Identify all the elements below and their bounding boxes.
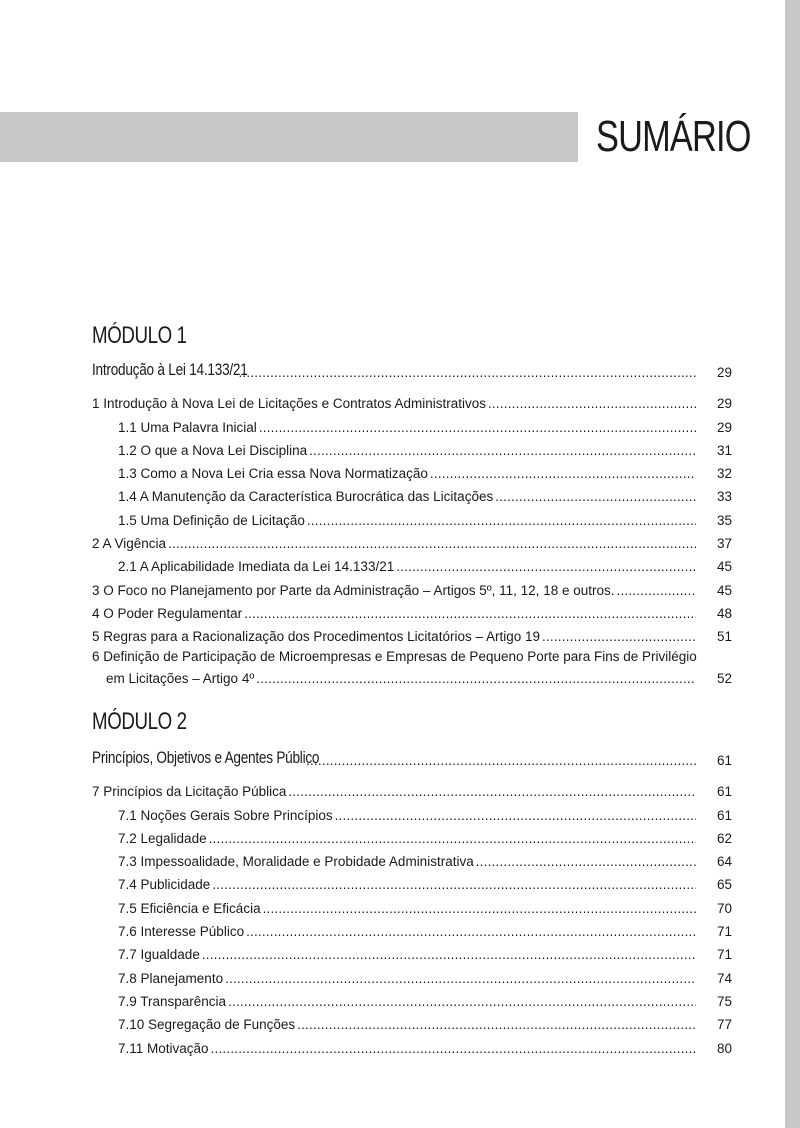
toc-entry[interactable]: [92, 823, 732, 846]
toc-entry-line2: [92, 666, 732, 686]
toc-page-number: 33: [716, 489, 732, 505]
toc-page-number: 51: [716, 629, 732, 645]
toc-page-number: 35: [716, 512, 732, 528]
leader-dots: [256, 671, 696, 686]
toc-entry-label: 2.1 A Aplicabilidade Imediata da Lei 14.133/21: [118, 559, 395, 575]
toc-entry-label: 7.4 Publicidade: [118, 877, 211, 893]
toc-page-number: 61: [716, 753, 732, 768]
toc-page-number: 31: [716, 442, 732, 458]
toc-entry[interactable]: [92, 411, 732, 434]
toc-entry[interactable]: [92, 892, 732, 915]
toc-entry[interactable]: [92, 621, 732, 644]
toc-page-number: 32: [716, 466, 732, 482]
toc-entry-label: 3 O Foco no Planejamento por Parte da Administração – Artigos 5º, 11, 12, 18 e outros.: [92, 582, 615, 598]
toc-entry-label: 7.2 Legalidade: [118, 830, 207, 846]
leader-dots: [430, 466, 696, 481]
toc-page-number: 29: [716, 419, 732, 435]
leader-dots: [246, 924, 696, 939]
toc-page-number: 71: [716, 924, 732, 940]
toc-page-number: 80: [716, 1040, 732, 1056]
leader-dots: [211, 1041, 696, 1056]
toc-entry-label: 7.9 Transparência: [118, 993, 227, 1009]
toc-entry[interactable]: [92, 388, 732, 411]
toc-page-number: 65: [716, 877, 732, 893]
leader-dots: [168, 536, 696, 551]
leader-dots: [335, 808, 696, 823]
toc-entry-label: 1.2 O que a Nova Lei Disciplina: [118, 442, 308, 458]
toc-entry-label: 7.11 Motivação: [118, 1040, 209, 1056]
leader-dots: [244, 606, 696, 621]
toc-entry[interactable]: [92, 1032, 732, 1055]
toc-entry-label: 2 A Vigência: [92, 536, 167, 552]
toc-entry-label: 7.8 Planejamento: [118, 970, 224, 986]
toc-entry[interactable]: [92, 939, 732, 962]
leader-dots: [307, 513, 696, 528]
toc-entry[interactable]: [92, 799, 732, 822]
leader-dots: [542, 629, 696, 644]
toc-entry[interactable]: [92, 551, 732, 574]
title-band: [0, 112, 578, 162]
toc-entry[interactable]: [92, 986, 732, 1009]
toc-entry[interactable]: [92, 869, 732, 892]
toc-entry[interactable]: [92, 846, 732, 869]
toc-entry-subtitle[interactable]: [92, 742, 732, 768]
toc-subtitle-label: Princípios, Objetivos e Agentes Público: [92, 748, 320, 767]
leader-dots: [259, 420, 696, 435]
toc-entry-label: 1.4 A Manutenção da Característica Burocrática das Licitações: [118, 489, 494, 505]
toc-page-number: 48: [716, 605, 732, 621]
toc-page-number: 45: [716, 559, 732, 575]
module-title: MÓDULO 1: [92, 322, 187, 349]
leader-dots: [309, 443, 696, 458]
toc-page-number: 61: [716, 807, 732, 823]
toc-entry[interactable]: [92, 574, 732, 597]
toc-page-number: 61: [716, 784, 732, 800]
toc-page-number: 71: [716, 947, 732, 963]
toc-page-number: 29: [716, 365, 732, 380]
toc-entry-label: 4 O Poder Regulamentar: [92, 605, 243, 621]
toc-page-number: 70: [716, 900, 732, 916]
toc-page-number: 74: [716, 970, 732, 986]
module-title: MÓDULO 2: [92, 708, 187, 735]
toc-entry-label: 1.5 Uma Definição de Licitação: [118, 512, 305, 528]
toc-entry-label: 5 Regras para a Racionalização dos Procedimentos Licitatórios – Artigo 19: [92, 629, 540, 645]
leader-dots: [209, 831, 696, 846]
page-title: SUMÁRIO: [596, 112, 751, 161]
toc-entry-label-line2: em Licitações – Artigo 4º: [106, 671, 255, 687]
toc-entry-label: 7.3 Impessoalidade, Moralidade e Probidade Administrativa: [118, 854, 474, 870]
toc-entry-label: 7.1 Noções Gerais Sobre Princípios: [118, 807, 333, 823]
toc-entry[interactable]: [92, 962, 732, 985]
leader-dots: [396, 559, 696, 574]
module-1: [92, 322, 732, 686]
leader-dots: [238, 365, 696, 380]
leader-dots: [476, 854, 696, 869]
toc-entry[interactable]: [92, 528, 732, 551]
leader-dots: [297, 1017, 696, 1032]
toc-page-number: 37: [716, 536, 732, 552]
toc-page-number: 29: [716, 396, 732, 412]
toc-entry-label: 1 Introdução à Nova Lei de Licitações e Contratos Administrativos: [92, 396, 486, 412]
toc-entry[interactable]: [92, 504, 732, 527]
toc-entry-label: 7.5 Eficiência e Eficácia: [118, 900, 261, 916]
toc-entry[interactable]: [92, 776, 732, 799]
module-2: [92, 708, 732, 1056]
toc-entry[interactable]: [92, 481, 732, 504]
leader-dots: [228, 994, 696, 1009]
toc-entry[interactable]: [92, 598, 732, 621]
toc-entry-label: 7.6 Interesse Público: [118, 924, 245, 940]
leader-dots: [202, 947, 696, 962]
leader-dots: [488, 396, 696, 411]
toc-entry[interactable]: [92, 458, 732, 481]
toc-page-number: 64: [716, 854, 732, 870]
toc-entry[interactable]: [92, 916, 732, 939]
toc-entry-label-line1: 6 Definição de Participação de Microempresas e Empresas de Pequeno Porte para Fins de Privilégio: [92, 649, 697, 665]
leader-dots: [495, 489, 696, 504]
toc-entry-label: 1.1 Uma Palavra Inicial: [118, 419, 257, 435]
toc-entry[interactable]: [92, 435, 732, 458]
toc-entry-multiline[interactable]: [92, 648, 732, 686]
toc-entry-subtitle[interactable]: [92, 354, 732, 380]
toc-page-number: 45: [716, 582, 732, 598]
toc-entry-label: 1.3 Como a Nova Lei Cria essa Nova Normatização: [118, 466, 428, 482]
toc-entry-label: 7 Princípios da Licitação Pública: [92, 784, 287, 800]
toc-entry-label: 7.7 Igualdade: [118, 947, 200, 963]
toc-entry[interactable]: [92, 1009, 732, 1032]
toc-page-number: 77: [716, 1017, 732, 1033]
toc-page-number: 62: [716, 830, 732, 846]
toc-page-number: 52: [716, 671, 732, 687]
leader-dots: [617, 583, 697, 598]
leader-dots: [225, 971, 696, 986]
leader-dots: [212, 877, 696, 892]
leader-dots: [306, 753, 696, 768]
leader-dots: [263, 901, 696, 916]
toc-entry-label: 7.10 Segregação de Funções: [118, 1017, 296, 1033]
toc-page-number: 75: [716, 993, 732, 1009]
toc-subtitle-label: Introdução à Lei 14.133/21: [92, 360, 248, 379]
right-edge-strip: [785, 0, 800, 1128]
leader-dots: [288, 784, 696, 799]
